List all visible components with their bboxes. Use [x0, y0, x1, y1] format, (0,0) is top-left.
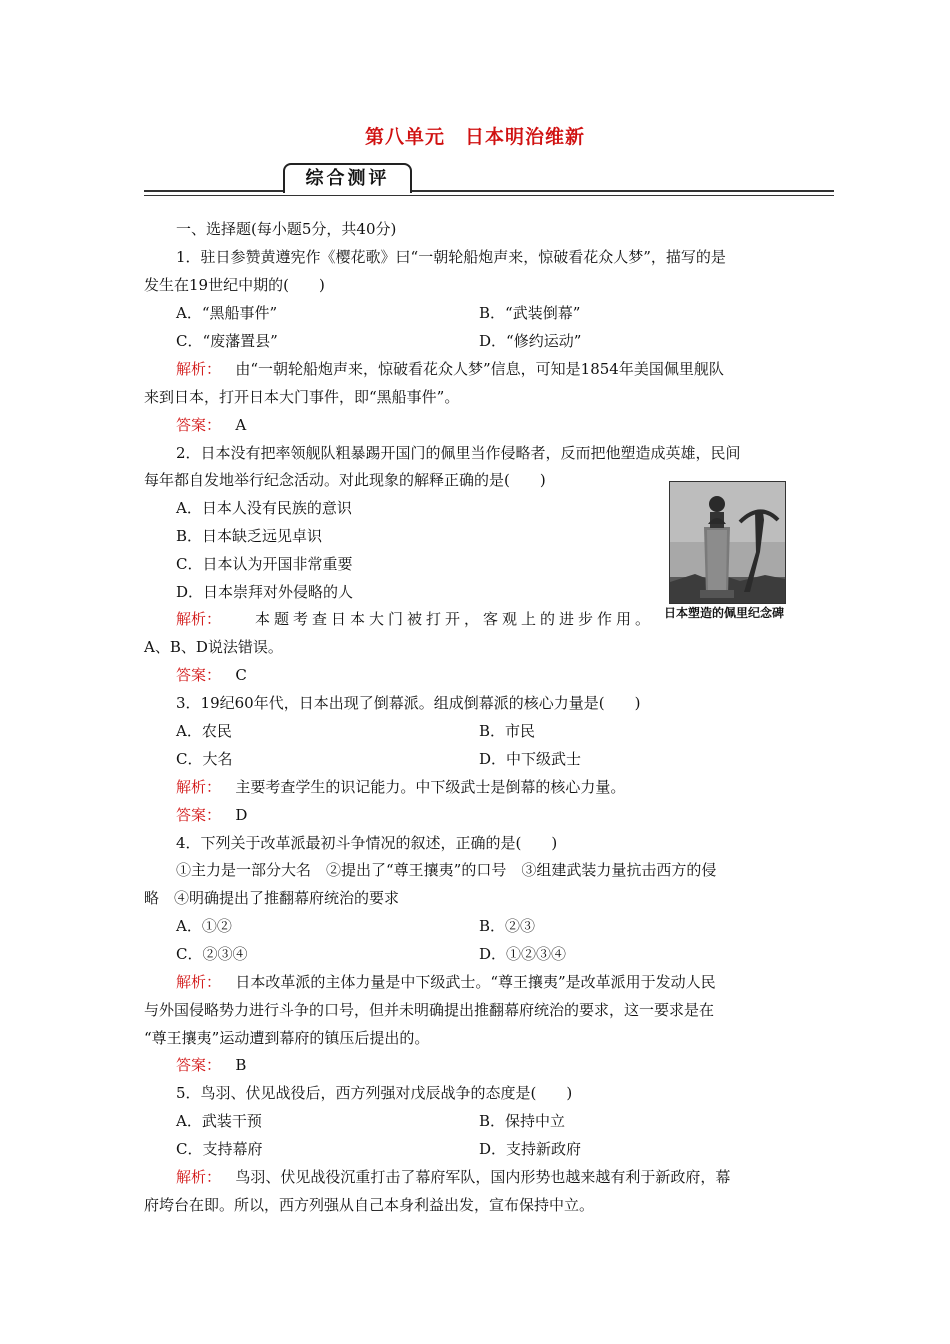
analysis-label: 解析： [176, 1168, 222, 1186]
q1-analysis-line2: 来到日本，打开日本大门事件，即“黑船事件”。 [144, 388, 460, 406]
q4-option-b: B．②③ [479, 917, 536, 935]
q5-option-a: A．武装干预 [176, 1112, 262, 1130]
q1-option-a: A．“黑船事件” [176, 304, 278, 322]
analysis-label: 解析： [176, 973, 222, 991]
q1-stem-line2: 发生在19世纪中期的( ) [144, 276, 325, 294]
q4-option-c: C．②③④ [176, 945, 248, 963]
q4-items-line1: ①主力是一部分大名 ②提出了“尊王攘夷”的口号 ③组建武装力量抗击西方的侵 [176, 861, 717, 879]
section-tab: 综合测评 [283, 163, 412, 193]
analysis-label: 解析： [176, 360, 222, 378]
answer-label: 答案： [176, 416, 222, 434]
q4-analysis-line2: 与外国侵略势力进行斗争的口号，但并未明确提出推翻幕府统治的要求，这一要求是在 [144, 1001, 715, 1019]
q2-stem-line1: 2．日本没有把率领舰队粗暴踢开国门的佩里当作侵略者，反而把他塑造成英雄，民间 [176, 444, 741, 462]
q5-analysis-line1: 解析： 鸟羽、伏见战役沉重打击了幕府军队，国内形势也越来越有利于新政府，幕 [176, 1168, 731, 1186]
q4-items-line2: 略 ④明确提出了推翻幕府统治的要求 [144, 889, 400, 907]
section-heading: 一、选择题(每小题5分，共40分) [176, 220, 397, 238]
header-rule-thick [144, 190, 834, 192]
q3-option-d: D．中下级武士 [479, 750, 582, 768]
q3-stem: 3．19纪60年代，日本出现了倒幕派。组成倒幕派的核心力量是( ) [176, 694, 641, 712]
page-title: 第八单元 日本明治维新 [364, 126, 586, 148]
q3-option-c: C．大名 [176, 750, 233, 768]
perry-monument-photo [669, 481, 786, 604]
answer-label: 答案： [176, 806, 222, 824]
q5-option-d: D．支持新政府 [479, 1140, 582, 1158]
photo-caption: 日本塑造的佩里纪念碑 [664, 606, 785, 620]
q3-option-a: A．农民 [176, 722, 232, 740]
header-rule-thin [144, 195, 834, 196]
q3-analysis: 解析： 主要考查学生的识记能力。中下级武士是倒幕的核心力量。 [176, 778, 626, 796]
analysis-label: 解析： [176, 778, 222, 796]
q1-analysis-line1: 解析： 由“一朝轮船炮声来，惊破看花众人梦”信息，可知是1854年美国佩里舰队 [176, 360, 724, 378]
q1-stem-line1: 1．驻日参赞黄遵宪作《樱花歌》曰“一朝轮船炮声来，惊破看花众人梦”，描写的是 [176, 248, 726, 266]
q5-option-b: B．保持中立 [479, 1112, 566, 1130]
q4-analysis-line3: “尊王攘夷”运动遭到幕府的镇压后提出的。 [144, 1029, 430, 1047]
q2-option-c: C．日本认为开国非常重要 [176, 555, 353, 573]
q5-analysis-line2: 府垮台在即。所以，西方列强从自己本身利益出发，宣布保持中立。 [144, 1196, 595, 1214]
q4-analysis-line1: 解析： 日本改革派的主体力量是中下级武士。“尊王攘夷”是改革派用于发动人民 [176, 973, 716, 991]
q4-answer: 答案： B [176, 1056, 247, 1074]
q3-option-b: B．市民 [479, 722, 536, 740]
q3-answer: 答案： D [176, 806, 248, 824]
q2-option-a: A．日本人没有民族的意识 [176, 499, 352, 517]
q2-analysis-line2: A、B、D说法错误。 [144, 638, 283, 656]
q1-option-b: B．“武装倒幕” [479, 304, 581, 322]
analysis-label: 解析： [176, 610, 222, 628]
q5-stem: 5．鸟羽、伏见战役后，西方列强对戊辰战争的态度是( ) [176, 1084, 573, 1102]
answer-label: 答案： [176, 666, 222, 684]
q2-analysis-line1: 解析： 本题考查日本大门被打开，客观上的进步作用。 [176, 610, 654, 628]
q4-stem: 4．下列关于改革派最初斗争情况的叙述，正确的是( ) [176, 834, 558, 852]
q4-option-d: D．①②③④ [479, 945, 567, 963]
q1-option-d: D．“修约运动” [479, 332, 582, 350]
q2-option-d: D．日本崇拜对外侵略的人 [176, 583, 354, 601]
q2-answer: 答案： C [176, 666, 247, 684]
q1-option-c: C．“废藩置县” [176, 332, 278, 350]
q4-option-a: A．①② [176, 917, 232, 935]
q2-stem-line2: 每年都自发地举行纪念活动。对此现象的解释正确的是( ) [144, 471, 546, 489]
q2-option-b: B．日本缺乏远见卓识 [176, 527, 323, 545]
q5-option-c: C．支持幕府 [176, 1140, 263, 1158]
answer-label: 答案： [176, 1056, 222, 1074]
q1-answer: 答案： A [176, 416, 247, 434]
